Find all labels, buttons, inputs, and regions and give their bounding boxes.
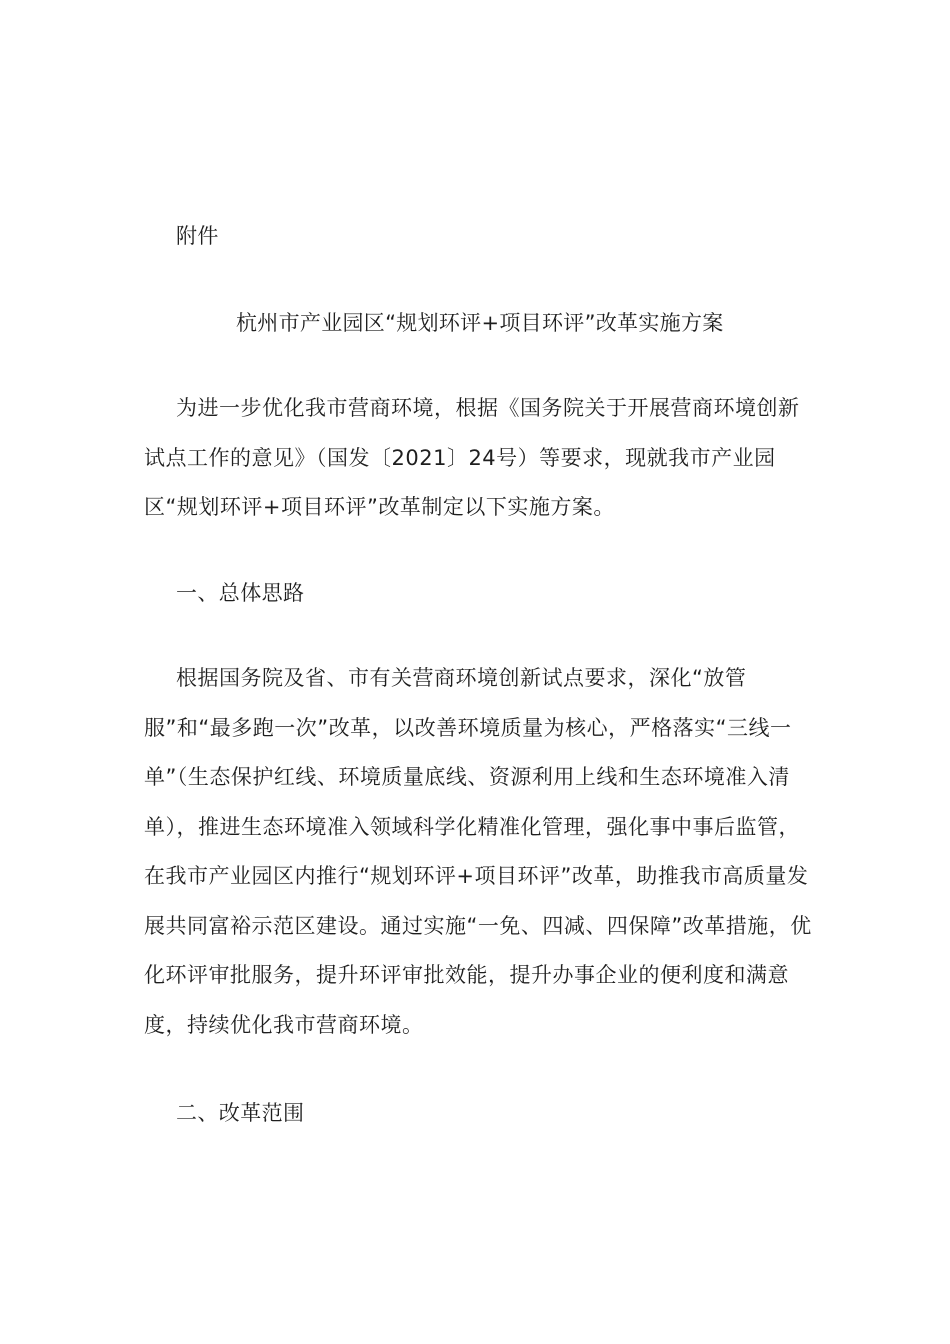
attachment-label: 附件	[176, 224, 219, 248]
intro-paragraph: 为进一步优化我市营商环境，根据《国务院关于开展营商环境创新试点工作的意见》（国发〔2021〕24号）等要求，现就我市产业园区“规划环评+项目环评”改革制定以下实施方案。	[144, 396, 800, 519]
overall-approach-paragraph: 根据国务院及省、市有关营商环境创新试点要求，深化“放管服”和“最多跑一次”改革，以改善环境质量为核心，严格落实“三线一单”（生态保护红线、环境质量底线、资源利用上线和生态环境准入清单），推进生态环境准入领域科学化精准化管理，强化事中事后监管，在我市产业园区内推行“规划环评+项目环评”改革，助推我市高质量发展共同富裕示范区建设。通过实施“一免、四减、四保障”改革措施，优化环评审批服务，提升环评审批效能，提升办事企业的便利度和满意度，持续优化我市营商环境。	[144, 666, 812, 1037]
section-heading-overall-approach: 一、总体思路	[176, 581, 305, 605]
document-title: 杭州市产业园区“规划环评+项目环评”改革实施方案	[236, 311, 724, 335]
section-heading-reform-scope: 二、改革范围	[176, 1101, 305, 1125]
